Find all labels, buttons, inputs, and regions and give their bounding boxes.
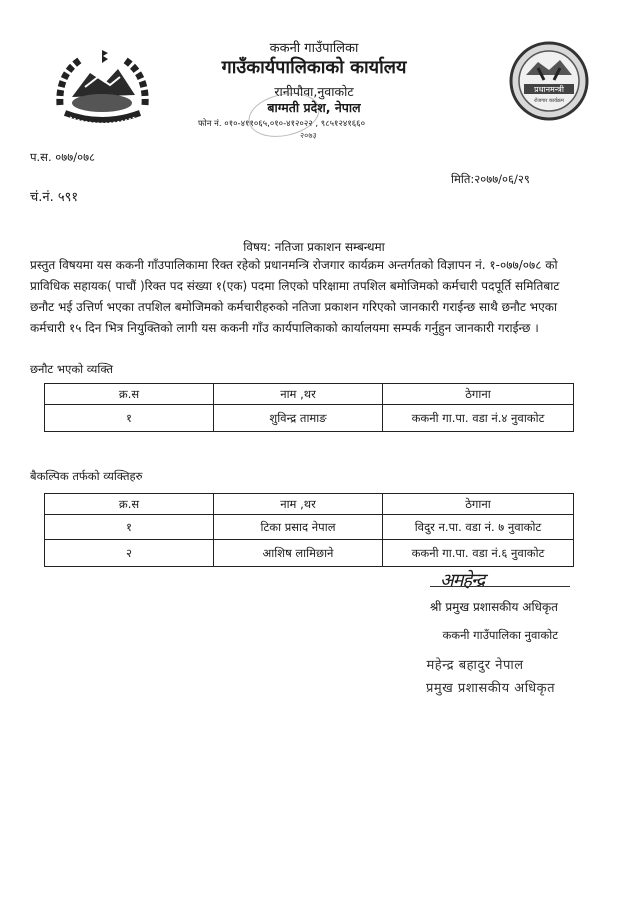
- header-address: ठेगाना: [383, 384, 574, 405]
- table-header-row: [45, 494, 574, 515]
- province-name: बाग्मती प्रदेश, नेपाल: [267, 100, 361, 115]
- letter-reference-number: प.स. ०७७/०७८: [30, 150, 96, 164]
- signatory-title: श्री प्रमुख प्रशासकीय अधिकृत: [429, 600, 558, 614]
- header-name: नाम ,थर: [214, 384, 383, 405]
- header-address: ठेगाना: [383, 494, 574, 515]
- table-header-row: [45, 384, 574, 405]
- cell-name: टिका प्रसाद नेपाल: [214, 515, 383, 540]
- header-name: नाम ,थर: [214, 494, 383, 515]
- body-line: प्रस्तुत विषयमा यस ककनी गाँउपालिकामा रिक्त रहेको प्रधानमन्त्रि रोजगार कार्यक्रम अन्तर्गतको विज्ञापन नं. १-०७७/०७८ को: [30, 258, 558, 272]
- subject-line: विषय: नतिजा प्रकाशन सम्बन्धमा: [243, 240, 385, 254]
- right-logo-text: प्रधानमन्त्री: [534, 85, 564, 94]
- cell-address: विदुर न.पा. वडा नं. ७ नुवाकोट: [383, 515, 574, 540]
- body-line: कर्मचारी १५ दिन भित्र नियुक्तिको लागी यस ककनी गाँउ कार्यपालिकाको कार्यालयमा सम्पर्क गर्नुहुन जानकारी गराईन्छ ।: [30, 321, 539, 335]
- right-logo-subtext: रोजगार कार्यक्रम: [534, 98, 564, 104]
- cell-name: आशिष लामिछाने: [214, 540, 383, 567]
- phone-numbers: फोन नं. ०१०-४११०६५,०१०-४१२०२२ , ९८५१२४१६६०: [198, 119, 365, 129]
- header-serial: क्र.स: [45, 384, 214, 405]
- office-location: रानीपौवा,नुवाकोट: [274, 84, 354, 99]
- office-title: गाउँकार्यपालिकाको कार्यालय: [221, 57, 407, 78]
- cell-address: ककनी गा.पा. वडा नं.६ नुवाकोट: [383, 540, 574, 567]
- alternates-table: [44, 493, 574, 567]
- cell-serial: १: [45, 515, 214, 540]
- alternates-section-label: बैकल्पिक तर्फको व्यक्तिहरु: [30, 469, 143, 483]
- selected-table: [44, 383, 574, 432]
- signatory-office: ककनी गाउँपालिका नुवाकोट: [442, 628, 558, 642]
- dispatch-number: चं.नं. ५९१: [30, 190, 79, 205]
- table-row: [45, 405, 574, 432]
- cell-name: शुविन्द्र तामाङ: [214, 405, 383, 432]
- table-row: [45, 540, 574, 567]
- body-line: प्राविधिक सहायक( पाचौं )रिक्त पद संख्या १(एक) पदमा लिएको परिक्षामा तपशिल बमोजिमको कर्मचारी पदपूर्ति समितिबाट: [30, 279, 560, 293]
- signature-scribble: अमहेन्द्र: [440, 570, 485, 591]
- stamp-officer-name: महेन्द्र बहादुर नेपाल: [426, 658, 524, 673]
- stamp-officer-role: प्रमुख प्रशासकीय अधिकृत: [425, 681, 555, 696]
- selected-section-label: छनौट भएको व्यक्ति: [30, 362, 114, 376]
- cell-serial: १: [45, 405, 214, 432]
- cell-address: ककनी गा.पा. वडा नं.४ नुवाकोट: [383, 405, 574, 432]
- signature-underline: [430, 586, 570, 587]
- stamp-year: २०७३: [300, 131, 317, 140]
- header-serial: क्र.स: [45, 494, 214, 515]
- cell-serial: २: [45, 540, 214, 567]
- table-row: [45, 515, 574, 540]
- body-line: छनौट भई उत्तिर्ण भएका तपशिल बमोजिमको कर्मचारीहरुको नतिजा प्रकाशन गरिएको जानकारी गराईन्छ साथै छनौट भएका: [30, 300, 558, 314]
- body-paragraph: [30, 255, 600, 339]
- municipality-name: ककनी गाउँपालिका: [269, 41, 359, 56]
- letter-date: मिति:२०७७/०६/२९: [451, 172, 530, 186]
